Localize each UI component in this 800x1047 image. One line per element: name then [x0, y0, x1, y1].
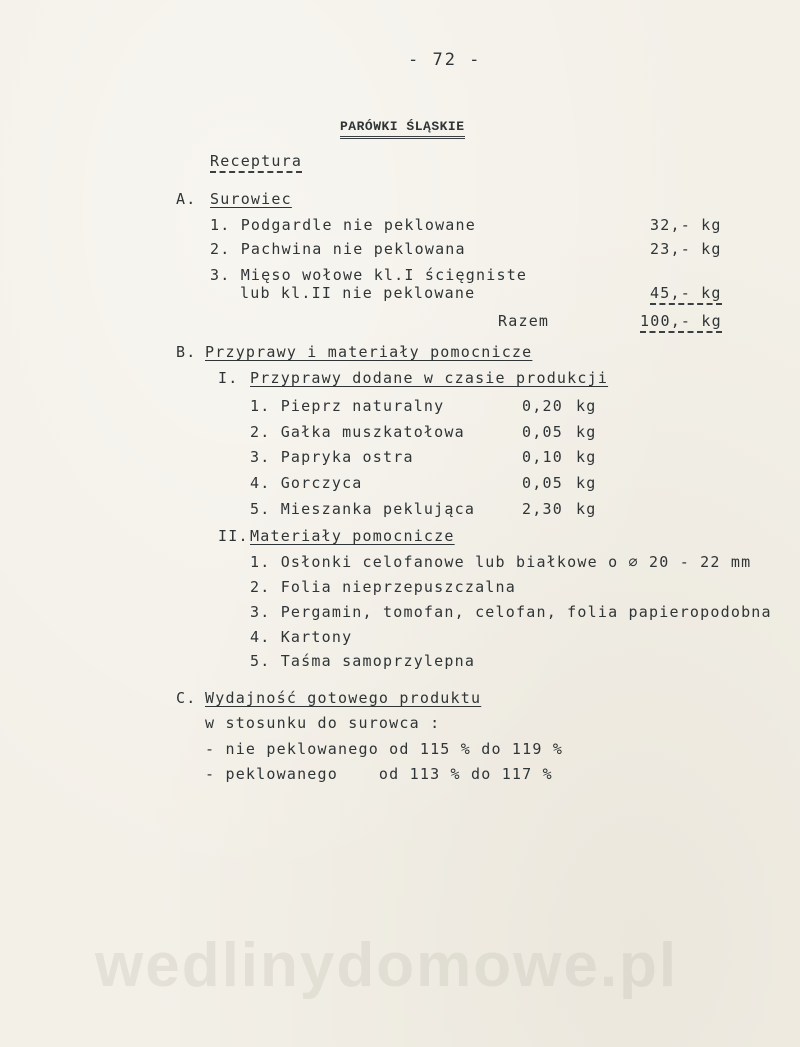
spice-item-2: 2. Gałka muszkatołowa — [250, 423, 465, 441]
material-item-3: 3. Pergamin, tomofan, celofan, folia papieropodobna — [250, 603, 772, 621]
section-b-heading: Przyprawy i materiały pomocnicze — [205, 343, 533, 361]
spice-item-1-amount: 0,20 — [522, 397, 563, 415]
spice-item-3-unit: kg — [576, 448, 597, 466]
spice-item-5-amount: 2,30 — [522, 500, 563, 518]
spice-item-3: 3. Papryka ostra — [250, 448, 414, 466]
yield-intro: w stosunku do surowca : — [205, 714, 441, 732]
spice-item-2-unit: kg — [576, 423, 597, 441]
yield-line-2: - peklowanego od 113 % do 117 % — [205, 765, 553, 783]
section-c-letter: C. — [176, 689, 197, 707]
material-item-1: 1. Osłonki celofanowe lub białkowe o ∅ 20 - 22 mm — [250, 553, 752, 571]
surowiec-item-2-value: 23,- kg — [650, 240, 722, 258]
page-number: - 72 - — [408, 50, 482, 70]
material-item-4: 4. Kartony — [250, 628, 353, 646]
surowiec-item-1: 1. Podgardle nie peklowane — [210, 216, 476, 234]
subsection-2-heading: Materiały pomocnicze — [250, 527, 455, 545]
total-value: 100,- kg — [640, 312, 722, 333]
material-item-2: 2. Folia nieprzepuszczalna — [250, 578, 516, 596]
watermark: wedlinydomowe.pl — [95, 931, 679, 1000]
surowiec-item-3: 3. Mięso wołowe kl.I ścięgniste — [210, 266, 528, 284]
subsection-1-numeral: I. — [218, 369, 239, 387]
spice-item-4-unit: kg — [576, 474, 597, 492]
spice-item-1: 1. Pieprz naturalny — [250, 397, 445, 415]
material-item-5: 5. Taśma samoprzylepna — [250, 652, 476, 670]
section-a-letter: A. — [176, 190, 197, 208]
spice-item-5-unit: kg — [576, 500, 597, 518]
document-title: PARÓWKI ŚLĄSKIE — [340, 119, 465, 139]
section-b-letter: B. — [176, 343, 197, 361]
spice-item-4: 4. Gorczyca — [250, 474, 363, 492]
surowiec-item-1-value: 32,- kg — [650, 216, 722, 234]
spice-item-1-unit: kg — [576, 397, 597, 415]
subsection-2-numeral: II. — [218, 527, 249, 545]
spice-item-3-amount: 0,10 — [522, 448, 563, 466]
surowiec-item-2: 2. Pachwina nie peklowana — [210, 240, 466, 258]
receptura-label: Receptura — [210, 152, 302, 173]
surowiec-item-3-value: 45,- kg — [650, 284, 722, 305]
spice-item-4-amount: 0,05 — [522, 474, 563, 492]
yield-line-1: - nie peklowanego od 115 % do 119 % — [205, 740, 564, 758]
surowiec-item-3-cont: lub kl.II nie peklowane — [240, 284, 476, 302]
section-a-heading: Surowiec — [210, 190, 292, 208]
section-c-heading: Wydajność gotowego produktu — [205, 689, 482, 707]
subsection-1-heading: Przyprawy dodane w czasie produkcji — [250, 369, 609, 387]
spice-item-5: 5. Mieszanka peklująca — [250, 500, 476, 518]
total-label: Razem — [498, 312, 550, 330]
spice-item-2-amount: 0,05 — [522, 423, 563, 441]
